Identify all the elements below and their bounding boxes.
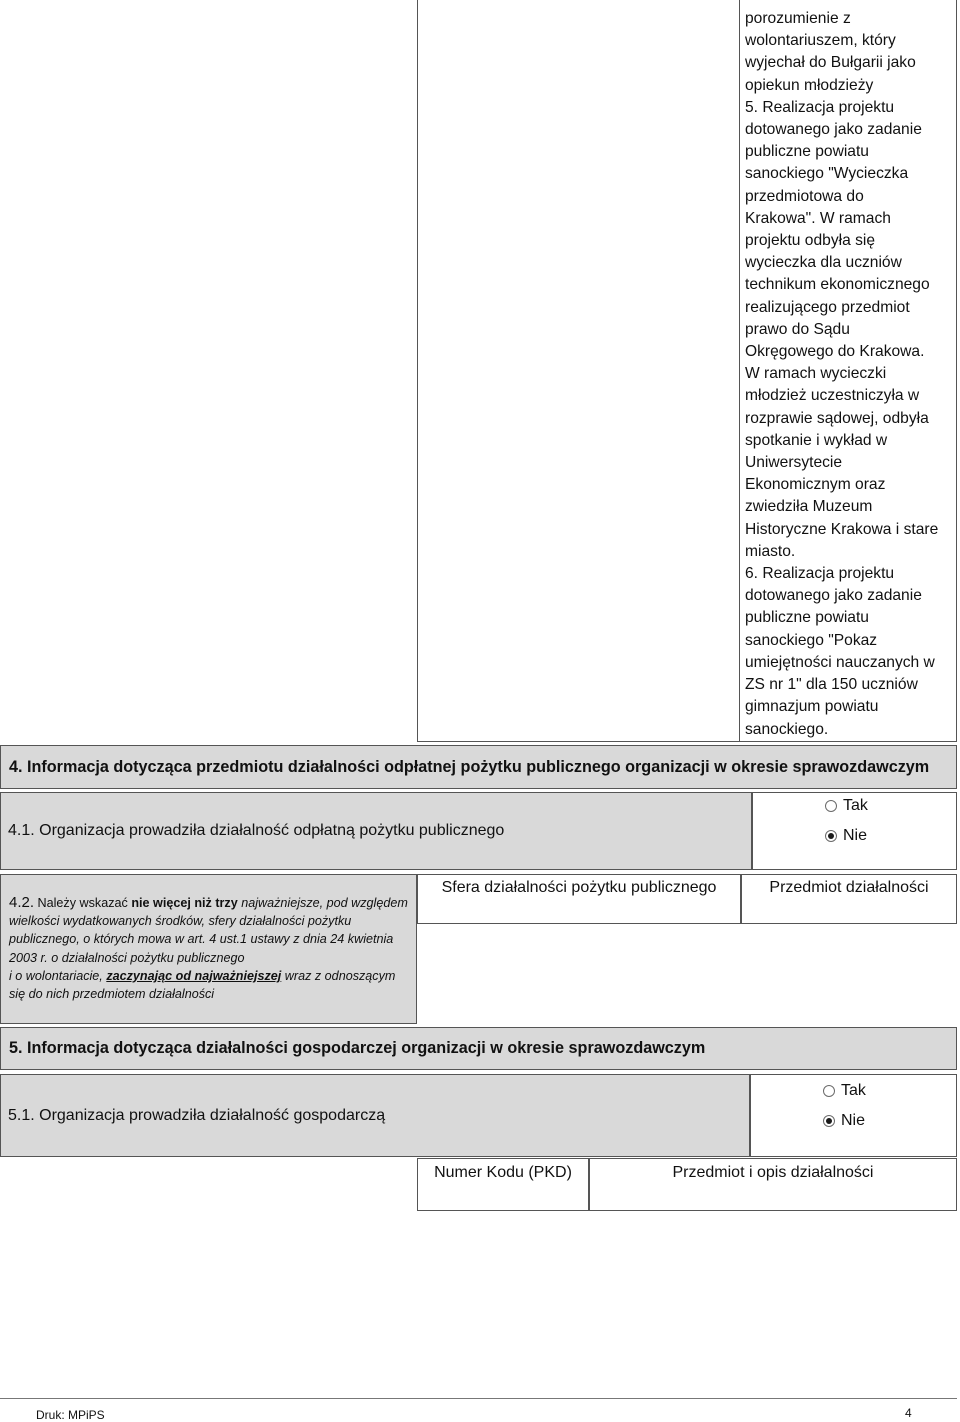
column-header-pkd: Numer Kodu (PKD) [417,1158,589,1211]
radio-label-nie: Nie [841,1112,866,1129]
instruction-text: Należy wskazać [34,896,132,910]
radio-option-tak[interactable] [825,797,868,815]
radio-button-nie[interactable] [823,1115,835,1127]
column-header-sphere: Sfera działalności pożytku publicznego [417,874,741,924]
section-5-header: 5. Informacja dotycząca działalności gospodarczej organizacji w okresie sprawozdawczym [0,1027,957,1070]
instruction-text: i o wolontariacie, [9,968,107,983]
radio-button-nie[interactable] [825,830,837,842]
question-number: 4.2. [9,894,35,911]
empty-cell [417,0,740,742]
description-text: porozumienie z wolontariuszem, który wyjechał do Bułgarii jako opiekun młodzieży 5. Realizacja projektu dotowanego jako zadanie publiczne powiatu sanockiego "Wycieczka przedmiotowa do Krakowa". W ramach projektu odbyła się wycieczka dla uczniów technikum ekonomicznego realizującego przedmiot prawo do Sądu Okręgowego do Krakowa. W ramach wycieczki młodzież uczestniczyła w rozprawie sądowej, odbyła spotkanie i wykład w Uniwersytecie Ekonomicznym oraz zwiedziła Muzeum Historyczne Krakowa i stare miasto. 6. Realizacja projektu dotowanego jako zadanie publiczne powiatu sanockiego "Pokaz umiejętności nauczanych w ZS nr 1" dla 150 uczniów gimnazjum powiatu sanockiego. [745,10,939,738]
instruction-emphasis: nie więcej niż trzy [131,896,238,910]
radio-button-tak[interactable] [825,800,837,812]
question-5-1-label: 5.1. Organizacja prowadziła działalność gospodarczą [0,1074,750,1157]
radio-option-tak[interactable] [823,1082,866,1100]
footer-divider [0,1398,957,1399]
question-4-2-label [0,874,417,1024]
instruction-text: najważniejsze, pod względem wielkości wydatkowanych środków, sfery działalności pożytku publicznego, o których mowa w art. 4 ust.1 ustawy z dnia 24 kwietnia 2003 r. o działalności pożytku publicznego [9,896,408,965]
section-4-header: 4. Informacja dotycząca przedmiotu działalności odpłatnej pożytku publicznego organizacji w okresie sprawozdawczym [0,745,957,789]
footer-print-label: Druk: MPiPS [36,1408,105,1422]
radio-label-nie: Nie [843,827,868,844]
radio-label-tak: Tak [843,797,868,814]
question-4-1-radio-group [752,792,957,870]
radio-label-tak: Tak [841,1082,866,1099]
page-number: 4 [905,1406,912,1420]
radio-button-tak[interactable] [823,1085,835,1097]
question-4-1-label: 4.1. Organizacja prowadziła działalność odpłatną pożytku publicznego [0,792,752,870]
instruction-text: wraz z odnoszącym się do nich przedmiotem działalności [9,968,396,1002]
column-header-subject: Przedmiot działalności [741,874,957,924]
radio-option-nie[interactable] [825,827,867,845]
radio-option-nie[interactable] [823,1112,865,1130]
question-5-1-radio-group [750,1074,957,1157]
instruction-emphasis: zaczynając od najważniejszej [106,968,282,983]
column-header-description: Przedmiot i opis działalności [589,1158,957,1211]
